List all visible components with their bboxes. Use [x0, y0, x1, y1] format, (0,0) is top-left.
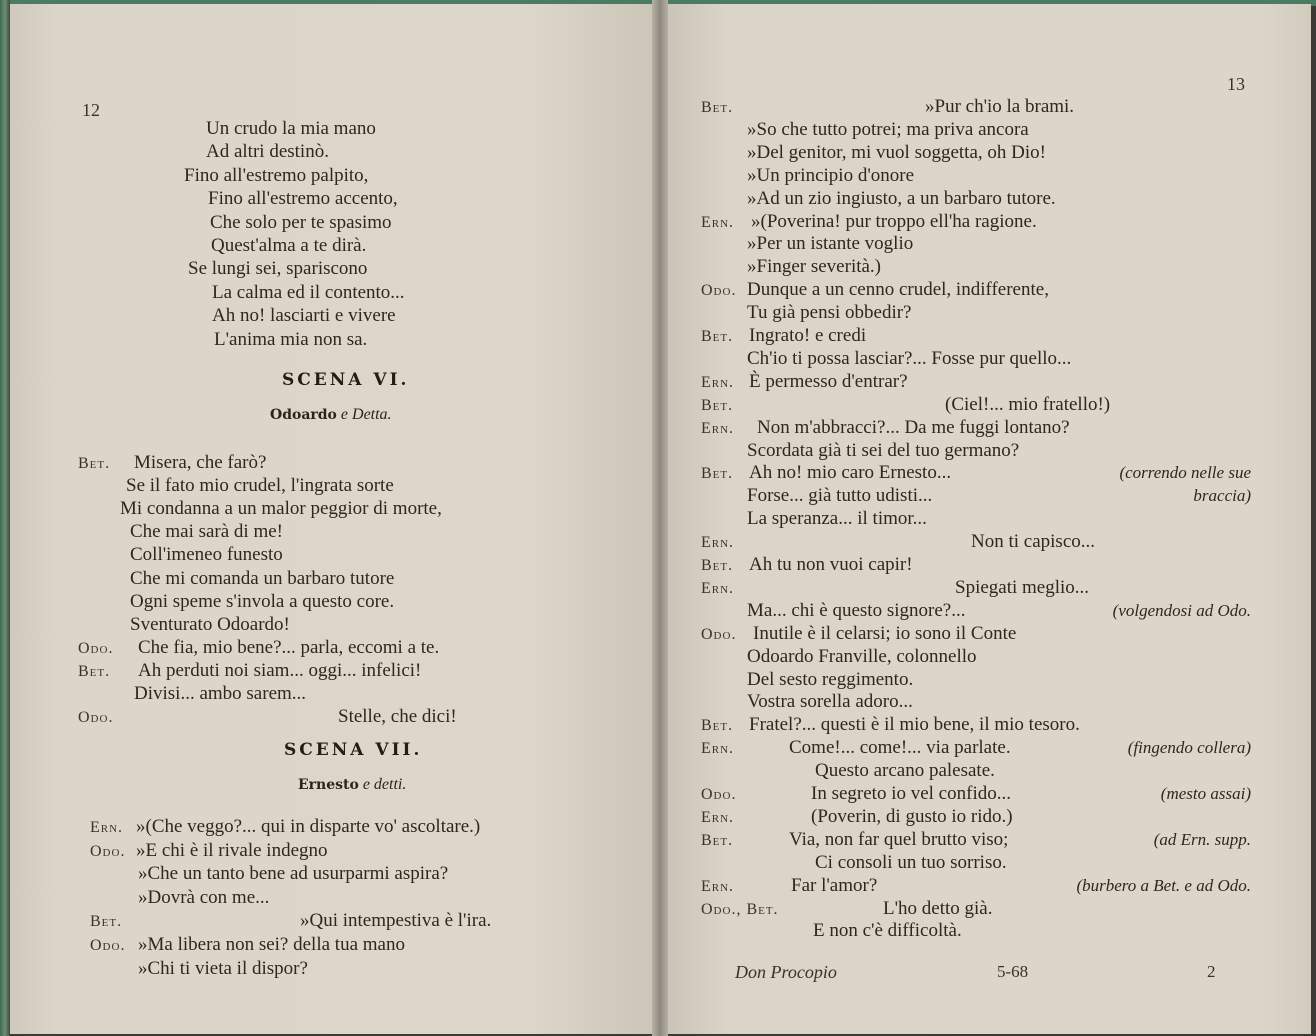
dialogue-line — [701, 462, 733, 485]
dialogue-line — [90, 840, 125, 863]
right-page — [663, 4, 1311, 1034]
verse-line: Un crudo la mia mano — [206, 118, 376, 139]
dialogue-line — [701, 96, 733, 119]
speaker: Ern. — [701, 808, 735, 826]
dialogue-text: Ingrato! e credi — [749, 325, 867, 346]
speaker: Bet. — [78, 662, 111, 680]
dialogue-line — [701, 783, 736, 806]
speaker: Odo. — [701, 786, 737, 803]
dialogue-line — [701, 531, 734, 554]
character-name: Ernesto — [298, 777, 359, 793]
dialogue-text: Stelle, che dici! — [338, 706, 457, 728]
page-number: 13 — [1227, 74, 1245, 94]
verse-line: La calma ed il contento... — [212, 281, 405, 303]
dialogue-text: »So che tutto potrei; ma priva ancora — [747, 118, 1029, 140]
verse-line: Fino all'estremo palpito, — [184, 164, 369, 186]
dialogue-text: »(Che veggo?... qui in disparte vo' ascoltare.) — [136, 816, 481, 837]
signature-mark: 2 — [1207, 962, 1216, 981]
dialogue-text: L'ho detto già. — [883, 897, 993, 919]
dialogue-text: Ma... chi è questo signore?... — [747, 599, 966, 621]
dialogue-text: È permesso d'entrar? — [749, 370, 908, 392]
footer-code: 5-68 — [997, 962, 1029, 981]
dialogue-line — [701, 737, 734, 760]
dialogue-text: Che mi comanda un barbaro tutore — [130, 567, 395, 589]
dialogue-text: Inutile è il celarsi; io sono il Conte — [753, 622, 1017, 644]
dialogue-line — [701, 325, 733, 348]
dialogue-text: »E chi è il rivale indegno — [136, 839, 328, 861]
page-number: 12 — [82, 100, 100, 120]
scene-characters — [298, 776, 406, 794]
dialogue-text: »Che un tanto bene ad usurparmi aspira? — [138, 863, 449, 885]
dialogue-text: Non m'abbracci?... Da me fuggi lontano? — [757, 416, 1070, 438]
speaker: Bet. — [701, 328, 734, 345]
speaker: Bet. — [701, 396, 734, 414]
dialogue-text: Ah no! mio caro Ernesto... — [749, 462, 952, 484]
dialogue-text: Ogni speme s'invola a questo core. — [130, 590, 395, 612]
speaker: Odo. — [90, 842, 126, 860]
speaker: Odo. — [701, 625, 737, 643]
dialogue-text: Ah perduti noi siam... oggi... infelici! — [138, 659, 422, 681]
dialogue-text: Divisi... ambo sarem... — [134, 683, 307, 704]
dialogue-text: »(Poverina! pur troppo ell'ha ragione. — [751, 210, 1037, 232]
dialogue-line — [701, 898, 779, 921]
dialogue-text: (Ciel!... mio fratello!) — [945, 393, 1111, 415]
dialogue-text: Sventurato Odoardo! — [130, 613, 290, 635]
dialogue-text: Se il fato mio crudel, l'ingrata sorte — [126, 475, 394, 497]
stage-direction: (burbero a Bet. e ad Odo. — [1076, 875, 1251, 895]
speaker: Ern. — [701, 213, 735, 231]
dialogue-text: Far l'amor? — [791, 874, 878, 896]
dialogue-text: Spiegati meglio... — [955, 576, 1090, 598]
speaker: Bet. — [701, 831, 734, 849]
verse-line: Ad altri destinò. — [206, 141, 329, 163]
dialogue-text: Come!... come!... via parlate. — [789, 737, 1011, 759]
dialogue-line — [701, 371, 734, 394]
dialogue-text: »Ma libera non sei? della tua mano — [138, 934, 405, 955]
dialogue-text: Forse... già tutto udisti... — [747, 485, 933, 507]
character-name: Odoardo — [270, 407, 337, 423]
verse-line: Quest'alma a te dirà. — [211, 235, 367, 256]
dialogue-text: Scordata già ti sei del tuo germano? — [747, 439, 1020, 461]
dialogue-text: Mi condanna a un malor peggior di morte, — [120, 498, 442, 520]
dialogue-line — [701, 875, 734, 898]
speaker: Bet. — [78, 455, 111, 472]
speaker: Bet. — [701, 99, 734, 116]
speaker: Ern. — [701, 579, 735, 597]
stage-direction: (ad Ern. supp. — [1153, 829, 1251, 849]
dialogue-text: (Poverin, di gusto io rido.) — [811, 805, 1013, 827]
dialogue-text: »Qui intempestiva è l'ira. — [300, 910, 492, 932]
speaker: Odo. — [90, 937, 126, 954]
speaker: Bet. — [701, 557, 734, 574]
character-note: e Detta. — [340, 406, 392, 423]
dialogue-text: Via, non far quel brutto viso; — [789, 828, 1009, 850]
speaker: Bet. — [701, 717, 734, 735]
dialogue-text: »Per un istante voglio — [747, 233, 914, 255]
verse-line: L'anima mia non sa. — [214, 328, 368, 350]
character-note: e detti. — [362, 776, 407, 793]
dialogue-text: Dunque a un cenno crudel, indifferente, — [747, 279, 1049, 301]
speaker: Ern. — [701, 419, 735, 437]
dialogue-text: Misera, che farò? — [134, 452, 267, 473]
dialogue-line — [701, 829, 733, 852]
speaker: Odo. — [78, 639, 114, 657]
stage-direction: braccia) — [1193, 486, 1251, 506]
dialogue-line — [701, 279, 736, 302]
verse-line: Che solo per te spasimo — [210, 211, 392, 233]
speaker: Ern. — [701, 877, 735, 895]
scene-title: SCENA VI. — [282, 370, 410, 390]
dialogue-line — [701, 554, 733, 577]
speaker: Odo. — [78, 709, 114, 727]
dialogue-text: Che mai sarà di me! — [130, 521, 284, 543]
speaker: Ern. — [90, 819, 124, 836]
stage-direction: (volgendosi ad Odo. — [1112, 600, 1251, 620]
verse-line: Se lungi sei, spariscono — [188, 258, 368, 280]
stage-direction: (correndo nelle sue — [1119, 463, 1251, 483]
speaker: Ern. — [701, 534, 735, 552]
dialogue-text: Coll'imeneo funesto — [130, 544, 283, 566]
dialogue-text: Vostra sorella adoro... — [747, 691, 913, 713]
verse-line: Ah no! lasciarti e vivere — [212, 305, 396, 327]
dialogue-text: Tu già pensi obbedir? — [747, 302, 912, 324]
book-gutter — [652, 0, 668, 1036]
dialogue-text: E non c'è difficoltà. — [813, 920, 962, 942]
speaker: Bet. — [701, 465, 734, 483]
dialogue-line — [90, 934, 125, 957]
dialogue-line — [78, 637, 113, 660]
dialogue-line — [701, 211, 734, 234]
dialogue-text: »Dovrà con me... — [138, 886, 270, 908]
dialogue-text: Fratel?... questi è il mio bene, il mio tesoro. — [749, 714, 1080, 736]
dialogue-text: Ah tu non vuoi capir! — [749, 554, 913, 575]
dialogue-line — [701, 623, 736, 646]
dialogue-text: La speranza... il timor... — [747, 508, 927, 530]
dialogue-line — [78, 706, 113, 729]
stage-direction: (fingendo collera) — [1127, 738, 1251, 758]
verse-line: Fino all'estremo accento, — [208, 188, 398, 210]
dialogue-text: »Chi ti vieta il dispor? — [138, 957, 308, 979]
dialogue-text: Odoardo Franville, colonnello — [747, 645, 977, 667]
dialogue-text: Del sesto reggimento. — [747, 668, 914, 690]
dialogue-line — [701, 714, 733, 737]
dialogue-text: Non ti capisco... — [971, 531, 1096, 553]
dialogue-text: Questo arcano palesate. — [815, 760, 995, 782]
dialogue-text: »Finger severità.) — [747, 256, 882, 278]
stage-direction: (mesto assai) — [1160, 784, 1251, 803]
dialogue-line — [78, 660, 110, 683]
scene-characters — [270, 406, 392, 424]
speaker: Bet. — [90, 913, 123, 931]
dialogue-line — [90, 816, 123, 839]
dialogue-text: In segreto io vel confido... — [811, 783, 1011, 804]
dialogue-text: Che fia, mio bene?... parla, eccomi a te. — [138, 636, 440, 658]
speaker: Ern. — [701, 740, 735, 758]
dialogue-line — [701, 806, 734, 829]
speaker: Ern. — [701, 373, 735, 391]
scene-title: SCENA VII. — [284, 740, 423, 760]
dialogue-line — [701, 394, 733, 417]
dialogue-text: »Pur ch'io la brami. — [925, 96, 1075, 117]
dialogue-text: »Ad un zio ingiusto, a un barbaro tutore. — [747, 187, 1056, 209]
dialogue-text: »Del genitor, mi vuol soggetta, oh Dio! — [747, 141, 1046, 163]
speaker: Odo., Bet. — [701, 900, 779, 918]
dialogue-text: Ch'io ti possa lasciar?... Fosse pur quello... — [747, 347, 1072, 369]
dialogue-line — [701, 577, 734, 600]
dialogue-text: »Un principio d'onore — [747, 164, 915, 186]
dialogue-line — [90, 910, 122, 933]
dialogue-line — [701, 417, 734, 440]
dialogue-line — [78, 452, 110, 475]
speaker: Odo. — [701, 282, 737, 300]
cover-edge — [0, 0, 10, 1036]
dialogue-text: Ci consoli un tuo sorriso. — [815, 851, 1007, 873]
left-page — [8, 4, 658, 1034]
footer-title: Don Procopio — [735, 962, 837, 982]
